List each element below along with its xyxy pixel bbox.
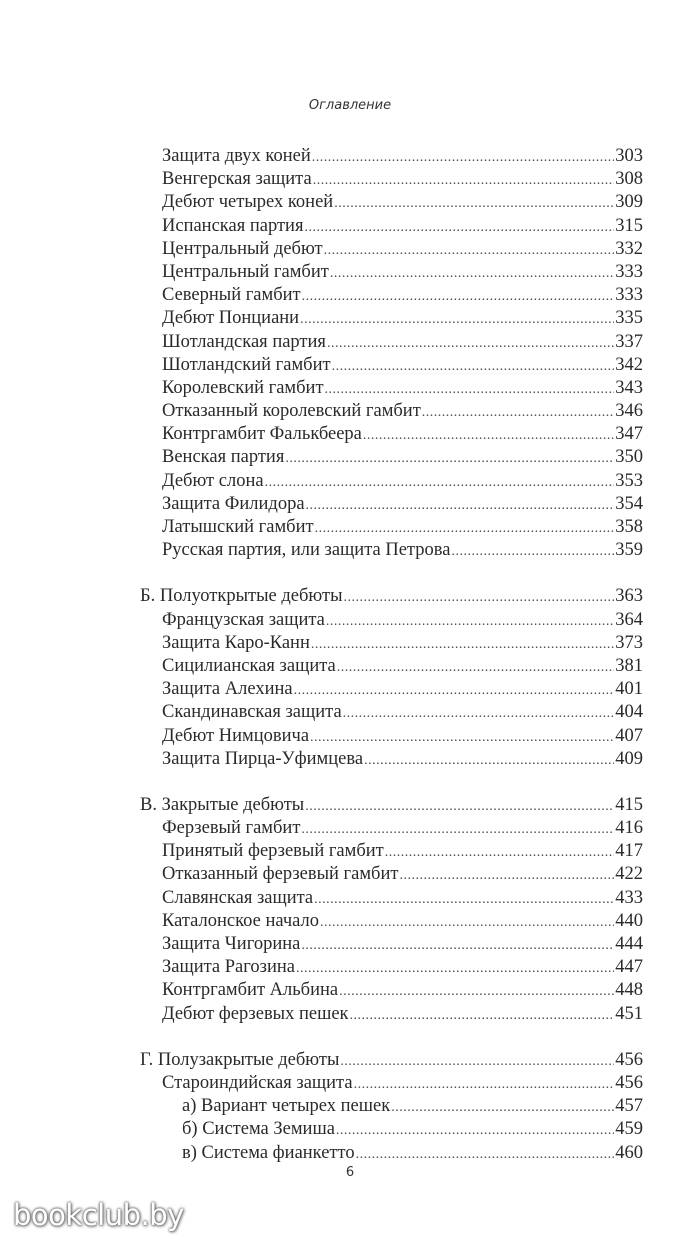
toc-entry-title: Скандинавская защита [162,702,342,723]
dot-leader [363,424,614,446]
toc-entry-page: 350 [615,447,643,468]
dot-leader [296,957,614,979]
running-header: Оглавление [308,98,392,113]
toc-entry[interactable] [162,284,643,307]
dot-leader [356,1143,615,1165]
dot-leader [332,355,615,377]
toc-entry-title: Староиндийская защита [162,1072,353,1093]
dot-leader [285,447,614,469]
toc-entry-title: Принятый ферзевый гамбит [162,841,384,862]
toc-entry-page: 346 [615,401,643,422]
dot-leader [320,911,614,933]
toc-entry-page: 460 [615,1142,643,1163]
dot-leader [301,818,614,840]
toc-entry-page: 347 [615,424,643,445]
toc-entry-title: в) Система фианкетто [182,1142,355,1163]
toc-entry-page: 415 [615,794,643,815]
toc-entry[interactable] [162,516,643,539]
toc-entry-page: 409 [615,748,643,769]
toc-entry-title: Сицилианская защита [162,655,336,676]
toc-entry[interactable] [182,1142,643,1165]
toc-entry-page: 335 [615,308,643,329]
toc-entry-title: Ферзевый гамбит [162,818,301,839]
toc-entry-title: Контргамбит Альбина [162,980,339,1001]
toc-entry-page: 333 [615,261,643,282]
toc-entry-title: Защита двух коней [162,146,311,166]
toc-entry-title: Королевский гамбит [162,377,324,398]
toc-entry-page: 343 [615,377,643,398]
toc-entry-title: Защита Пирца-Уфимцева [162,748,364,769]
toc-entry[interactable] [162,539,643,562]
page-number: 6 [345,1165,355,1180]
dot-leader [391,1096,614,1118]
toc-entry-page: 444 [615,934,643,954]
dot-leader [294,679,615,701]
toc-entry[interactable] [162,145,643,168]
toc-entry[interactable] [162,609,643,632]
toc-entry[interactable] [162,1003,643,1026]
watermark-logo: bookclub.by [13,1198,184,1232]
toc-section-heading[interactable] [140,1049,643,1072]
dot-leader [325,378,615,400]
toc-entry-title: Испанская партия [162,215,304,236]
toc-entry-title: Латышский гамбит [162,517,314,537]
dot-leader [339,980,614,1002]
toc-entry-page: 303 [615,146,643,166]
toc-entry-page: 404 [615,702,643,723]
dot-leader [354,1073,615,1095]
toc-entry[interactable] [162,655,643,678]
dot-leader [301,934,614,956]
table-of-contents [140,145,643,1188]
toc-entry[interactable] [162,215,643,238]
toc-entry-page: 353 [615,470,643,491]
dot-leader [337,656,615,678]
toc-entry-page: 407 [615,725,643,746]
toc-entry[interactable] [182,1095,643,1118]
toc-entry-page: 354 [615,493,643,514]
toc-entry[interactable] [162,400,643,423]
toc-entry-title: Каталонское начало [162,910,319,931]
toc-entry-page: 359 [615,540,643,561]
toc-entry[interactable] [162,910,643,933]
toc-entry[interactable] [162,1072,643,1095]
toc-entry[interactable] [162,354,643,377]
toc-entry-title: Центральный дебют [162,238,323,259]
toc-entry[interactable] [162,817,643,840]
toc-entry-page: 422 [615,864,643,885]
toc-entry-title: Дебют четырех коней [162,192,334,213]
toc-entry[interactable] [162,863,643,886]
toc-entry-title: Защита Алехина [162,679,293,700]
toc-entry[interactable] [162,446,643,469]
dot-leader [300,308,614,330]
toc-entry[interactable] [162,840,643,863]
toc-entry-title: Защита Каро-Канн [162,632,310,653]
toc-entry-title: Дебют Нимцовича [162,725,310,746]
dot-leader [334,192,614,214]
toc-entry[interactable] [162,748,643,771]
dot-leader [364,749,614,771]
toc-entry-page: 416 [615,818,643,839]
toc-entry-title: Шотландская партия [162,331,326,352]
toc-entry-page: 417 [615,841,643,862]
dot-leader [304,216,614,238]
toc-entry-page: 309 [615,192,643,213]
dot-leader [310,726,614,748]
toc-entry[interactable] [162,701,643,724]
toc-entry-page: 401 [615,679,643,700]
toc-entry-title: Французская защита [162,609,325,630]
toc-entry-page: 364 [615,609,643,630]
toc-entry-title: Северный гамбит [162,285,301,306]
dot-leader [315,517,615,539]
dot-leader [344,586,615,608]
toc-entry-title: Дебют ферзевых пешек [162,1003,349,1024]
dot-leader [336,1119,614,1141]
toc-entry[interactable] [162,168,643,191]
toc-entry-page: 363 [615,586,643,607]
dot-leader [350,1004,615,1026]
toc-entry-title: Защита Филидора [162,493,305,514]
toc-entry-title: Защита Чигорина [162,934,301,954]
dot-leader [311,633,614,655]
toc-entry[interactable] [162,423,643,446]
toc-entry[interactable] [162,493,643,516]
dot-leader [265,471,615,493]
toc-entry-title: Шотландский гамбит [162,354,331,375]
dot-leader [385,841,615,863]
dot-leader [314,888,614,910]
toc-entry-page: 358 [615,517,643,537]
dot-leader [330,262,614,284]
toc-entry-title: Б. Полуоткрытые дебюты [140,586,343,607]
toc-entry[interactable] [162,979,643,1002]
toc-entry-title: Центральный гамбит [162,261,329,282]
toc-entry-page: 451 [615,1003,643,1024]
dot-leader [306,494,615,516]
toc-entry[interactable] [162,956,643,979]
toc-entry[interactable] [162,261,643,284]
toc-section [162,145,643,562]
toc-entry[interactable] [162,307,643,330]
toc-entry-title: Славянская защита [162,887,314,908]
toc-entry[interactable] [162,238,643,261]
toc-entry-page: 342 [615,354,643,375]
toc-entry[interactable] [162,632,643,655]
toc-entry-page: 459 [615,1119,643,1140]
toc-section-heading[interactable] [140,794,643,817]
toc-entry-page: 333 [615,285,643,306]
dot-leader [327,332,614,354]
toc-entry-page: 456 [615,1072,643,1093]
toc-entry[interactable] [162,678,643,701]
toc-entry-title: Отказанный ферзевый гамбит [162,864,399,885]
dot-leader [302,285,615,307]
toc-entry-title: В. Закрытые дебюты [140,794,305,815]
toc-entry-title: Защита Рагозина [162,957,295,978]
toc-entry[interactable] [162,191,643,214]
toc-entry-title: Венгерская защита [162,169,312,190]
toc-section [140,794,643,1026]
toc-entry[interactable] [162,887,643,910]
toc-entry-page: 308 [615,169,643,190]
dot-leader [312,146,615,168]
toc-entry-title: Г. Полузакрытые дебюты [140,1049,340,1070]
toc-entry[interactable] [162,377,643,400]
toc-entry-page: 457 [615,1096,643,1117]
toc-entry[interactable] [182,1118,643,1141]
dot-leader [326,610,614,632]
toc-entry-page: 381 [615,655,643,676]
toc-entry-page: 332 [615,238,643,259]
toc-entry-page: 315 [615,215,643,236]
toc-entry-page: 373 [615,632,643,653]
toc-entry-title: Венская партия [162,447,285,468]
dot-leader [422,401,614,423]
toc-entry-page: 337 [615,331,643,352]
toc-entry-title: а) Вариант четырех пешек [182,1096,391,1117]
toc-entry-title: Контргамбит Фалькбеера [162,424,362,445]
toc-section-heading[interactable] [140,585,643,608]
toc-entry-title: Отказанный королевский гамбит [162,401,421,422]
toc-entry-title: Дебют слона [162,470,264,491]
toc-entry-title: б) Система Земиша [182,1119,335,1140]
toc-section [140,585,643,771]
toc-entry-page: 433 [615,887,643,908]
toc-entry-page: 456 [615,1049,643,1070]
toc-entry-page: 440 [615,910,643,931]
dot-leader [451,540,614,562]
toc-entry-title: Дебют Понциани [162,308,300,329]
toc-entry-page: 447 [615,957,643,978]
toc-entry[interactable] [162,470,643,493]
toc-entry[interactable] [162,331,643,354]
dot-leader [399,864,614,886]
dot-leader [324,239,615,261]
dot-leader [340,1050,614,1072]
toc-section [140,1049,643,1165]
dot-leader [305,795,614,817]
toc-entry[interactable] [162,933,643,956]
toc-entry-page: 448 [615,980,643,1001]
dot-leader [313,169,615,191]
toc-entry-title: Русская партия, или защита Петрова [162,540,451,561]
dot-leader [343,702,615,724]
toc-entry[interactable] [162,725,643,748]
